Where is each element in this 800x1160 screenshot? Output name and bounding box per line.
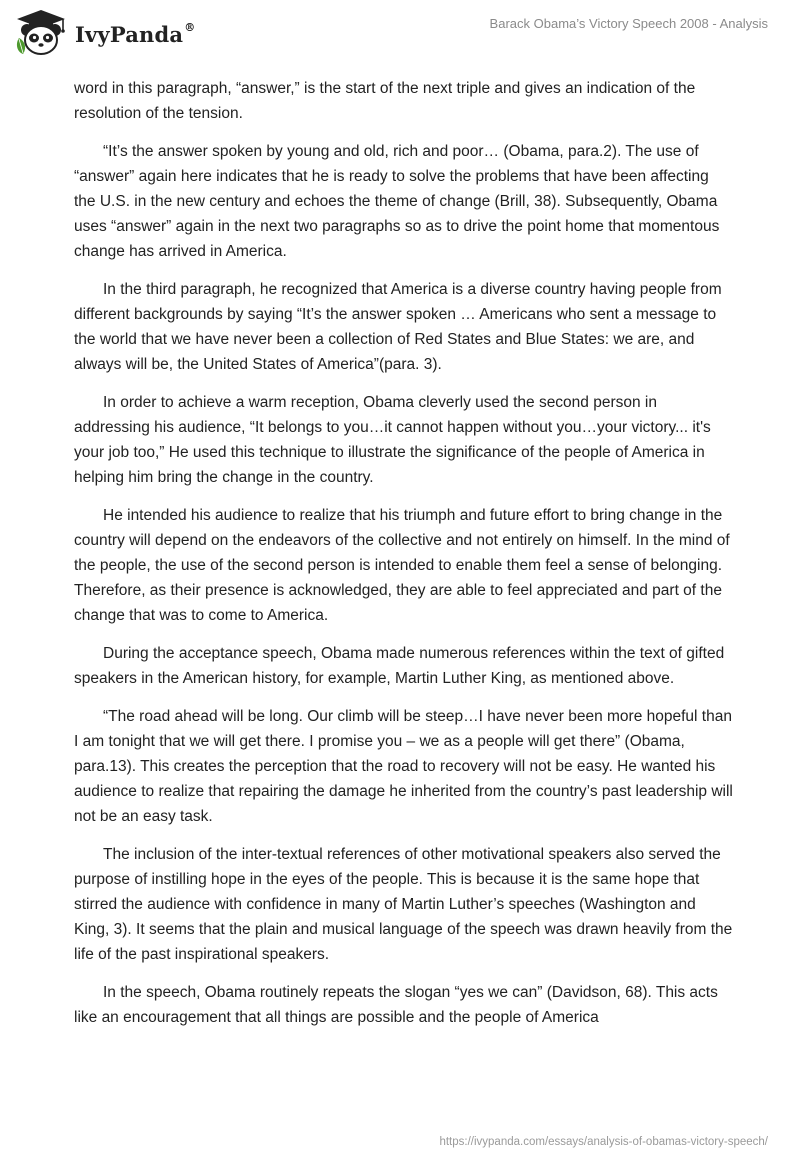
source-url[interactable]: https://ivypanda.com/essays/analysis-of-obamas-victory-speech/	[439, 1136, 768, 1148]
paragraph: In the speech, Obama routinely repeats the slogan “yes we can” (Davidson, 68). This acts like an encouragement that all things are possible and the people of America	[74, 984, 718, 1026]
paragraph: In the third paragraph, he recognized that America is a diverse country having people from different backgrounds by saying “It’s the answer spoken … Americans who sent a message to the world that we have never been a collection of Red States and Blue States: we are, and always will be, the United States of America”(para. 3).	[74, 281, 722, 373]
paragraph: He intended his audience to realize that his triumph and future effort to bring change in the country will depend on the endeavors of the collective and not entirely on himself. In the mind of the people, the use of the second person is intended to enable them feel a sense of belonging. Therefore, as their presence is acknowledged, they are able to feel appreciated and part of the change that was to come to America.	[74, 507, 730, 624]
registered-mark: ®	[184, 20, 196, 34]
paragraph: The inclusion of the inter-textual references of other motivational speakers also served the purpose of instilling hope in the eyes of the people. This is because it is the same hope that stirred the audience with confidence in many of Martin Luther’s speeches (Washington and King, 3). It seems that the plain and musical language of the speech was drawn heavily from the life of the past inspirational speakers.	[74, 846, 733, 963]
paragraph: “The road ahead will be long. Our climb will be steep…I have never been more hopeful than I am tonight that we will get there. I promise you – we as a people will get there” (Obama, para.13). This creates the perception that the road to recovery will not be easy. He wanted his audience to realize that repairing the damage he inherited from the country’s past leadership will not be an easy task.	[74, 708, 733, 825]
brand-name: IvyPanda®	[75, 20, 196, 47]
essay-body	[74, 76, 734, 1043]
panda-graduate-icon	[13, 8, 69, 58]
paragraph: In order to achieve a warm reception, Obama cleverly used the second person in addressing his audience, “It belongs to you…it cannot happen without you…your victory... it's your job too,” He used this technique to illustrate the significance of the people of America in helping him bring the change in the country.	[74, 394, 711, 486]
ivypanda-logo[interactable]	[13, 8, 195, 58]
paragraph: “It’s the answer spoken by young and old, rich and poor… (Obama, para.2). The use of “answer” again here indicates that he is ready to solve the problems that have been affecting the U.S. in the new century and echoes the theme of change (Brill, 38). Subsequently, Obama uses “answer” again in the next two paragraphs so as to drive the point home that momentous change has arrived in America.	[74, 143, 720, 260]
paragraph: word in this paragraph, “answer,” is the start of the next triple and gives an indication of the resolution of the tension.	[74, 80, 696, 122]
paragraph: During the acceptance speech, Obama made numerous references within the text of gifted speakers in the American history, for example, Martin Luther King, as mentioned above.	[74, 645, 725, 687]
page-header	[0, 0, 800, 70]
document-title: Barack Obama’s Victory Speech 2008 - Analysis	[489, 16, 768, 31]
